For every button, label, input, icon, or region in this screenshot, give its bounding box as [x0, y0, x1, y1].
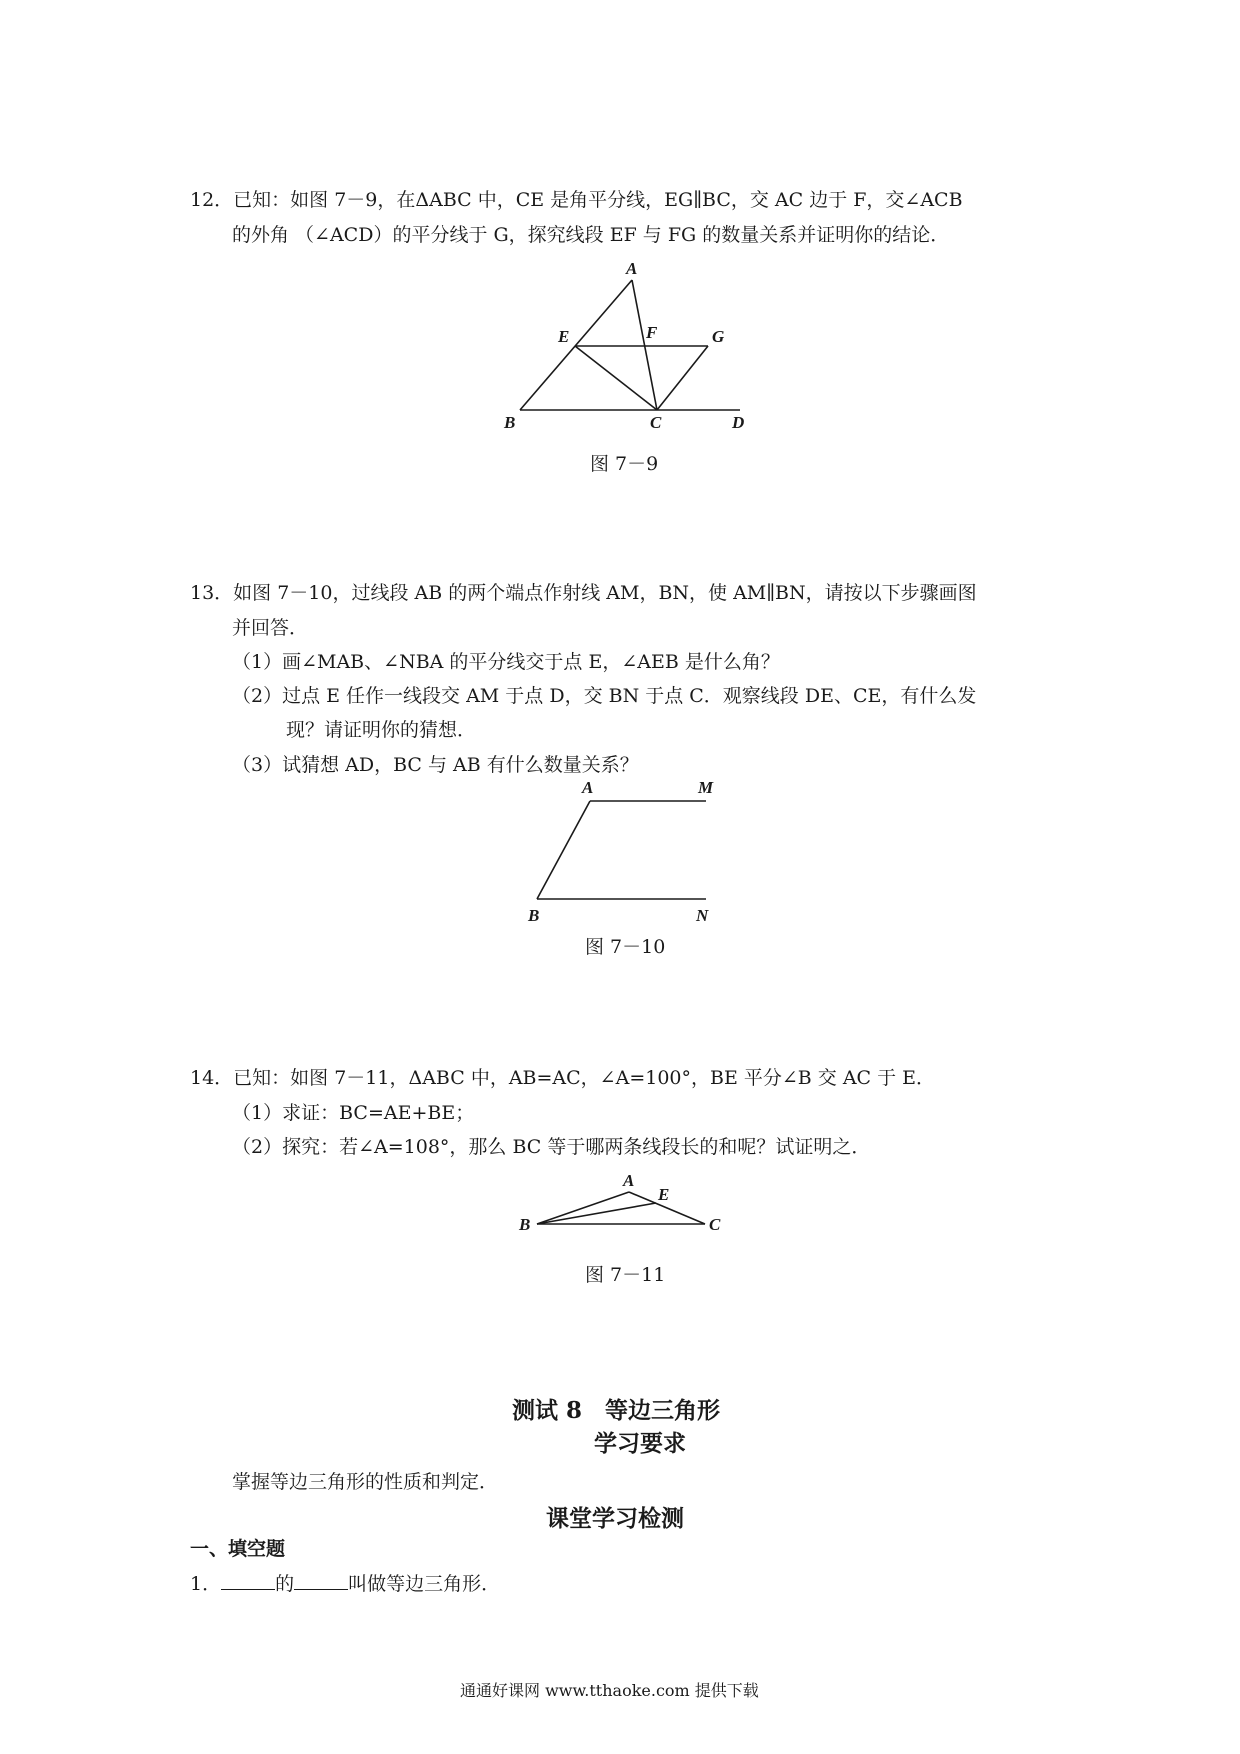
- segment-cg: [657, 346, 708, 410]
- label-d: D: [732, 413, 745, 432]
- segment-ab: [537, 801, 590, 899]
- section-title: 测试 8 等边三角形: [512, 1397, 721, 1424]
- q14-part1: （1）求证：BC=AE+BE；: [232, 1102, 475, 1124]
- q13-part3: （3）试猜想 AD，BC 与 AB 有什么数量关系？: [232, 754, 639, 776]
- figure-7-11: [515, 1172, 735, 1242]
- q12-line2: 的外角 （∠ACD）的平分线于 G，探究线段 EF 与 FG 的数量关系并证明你的结论．: [232, 224, 950, 246]
- q13-line2: 并回答．: [232, 617, 309, 639]
- segment-ac: [632, 280, 657, 410]
- page-footer: 通通好课网 www.tthaoke.com 提供下载: [460, 1681, 759, 1700]
- label-g: G: [712, 327, 725, 346]
- q14-line1: 14．已知：如图 7－11，ΔABC 中，AB=AC，∠A=100°，BE 平分∠B 交 AC 于 E．: [190, 1067, 936, 1089]
- part-heading: 一、填空题: [190, 1538, 286, 1560]
- caption-7-11: 图 7－11: [585, 1264, 666, 1286]
- q13-part1: （1）画∠MAB、∠NBA 的平分线交于点 E，∠AEB 是什么角？: [232, 651, 780, 673]
- label-a: A: [626, 259, 638, 278]
- q13-part2a: （2）过点 E 任作一线段交 AM 于点 D，交 BN 于点 C．观察线段 DE、CE，有什么发: [232, 685, 977, 707]
- label-f: F: [646, 323, 658, 342]
- q13-line1: 13．如图 7－10，过线段 AB 的两个端点作射线 AM，BN，使 AM∥BN，请按以下步骤画图: [190, 582, 977, 604]
- fill-question-1: [190, 1570, 500, 1598]
- fill-number: 1．: [190, 1573, 222, 1595]
- caption-7-10: 图 7－10: [585, 936, 666, 958]
- segment-ab: [520, 280, 632, 410]
- label-a: A: [582, 778, 594, 797]
- segment-ab: [537, 1192, 629, 1224]
- figure-7-10: [520, 776, 740, 926]
- segment-be: [537, 1203, 656, 1224]
- q14-part2: （2）探究：若∠A=108°，那么 BC 等于哪两条线段长的和呢？试证明之．: [232, 1136, 871, 1158]
- label-n: N: [696, 906, 709, 925]
- label-c: C: [650, 413, 662, 432]
- label-a: A: [623, 1171, 635, 1190]
- segment-ec: [575, 346, 657, 410]
- heading-classroom-check: 课堂学习检测: [546, 1505, 684, 1532]
- label-e: E: [558, 327, 570, 346]
- label-b: B: [504, 413, 516, 432]
- label-m: M: [698, 778, 714, 797]
- fill-mid-text: 的: [275, 1573, 295, 1595]
- label-b: B: [519, 1215, 531, 1234]
- label-e: E: [658, 1185, 670, 1204]
- fill-end-text: 叫做等边三角形．: [348, 1573, 501, 1595]
- label-c: C: [709, 1215, 721, 1234]
- q12-line1: 12．已知：如图 7－9，在ΔABC 中，CE 是角平分线，EG∥BC，交 AC 边于 F，交∠ACB: [190, 189, 963, 211]
- caption-7-9: 图 7－9: [590, 453, 659, 475]
- answer-blank-1[interactable]: [221, 1571, 275, 1590]
- figure-7-9: [500, 259, 760, 432]
- requirement-text: 掌握等边三角形的性质和判定．: [232, 1471, 499, 1493]
- label-b: B: [528, 906, 540, 925]
- section-subtitle: 学习要求: [594, 1430, 686, 1457]
- q13-part2b: 现？请证明你的猜想．: [286, 719, 477, 741]
- answer-blank-2[interactable]: [294, 1571, 348, 1590]
